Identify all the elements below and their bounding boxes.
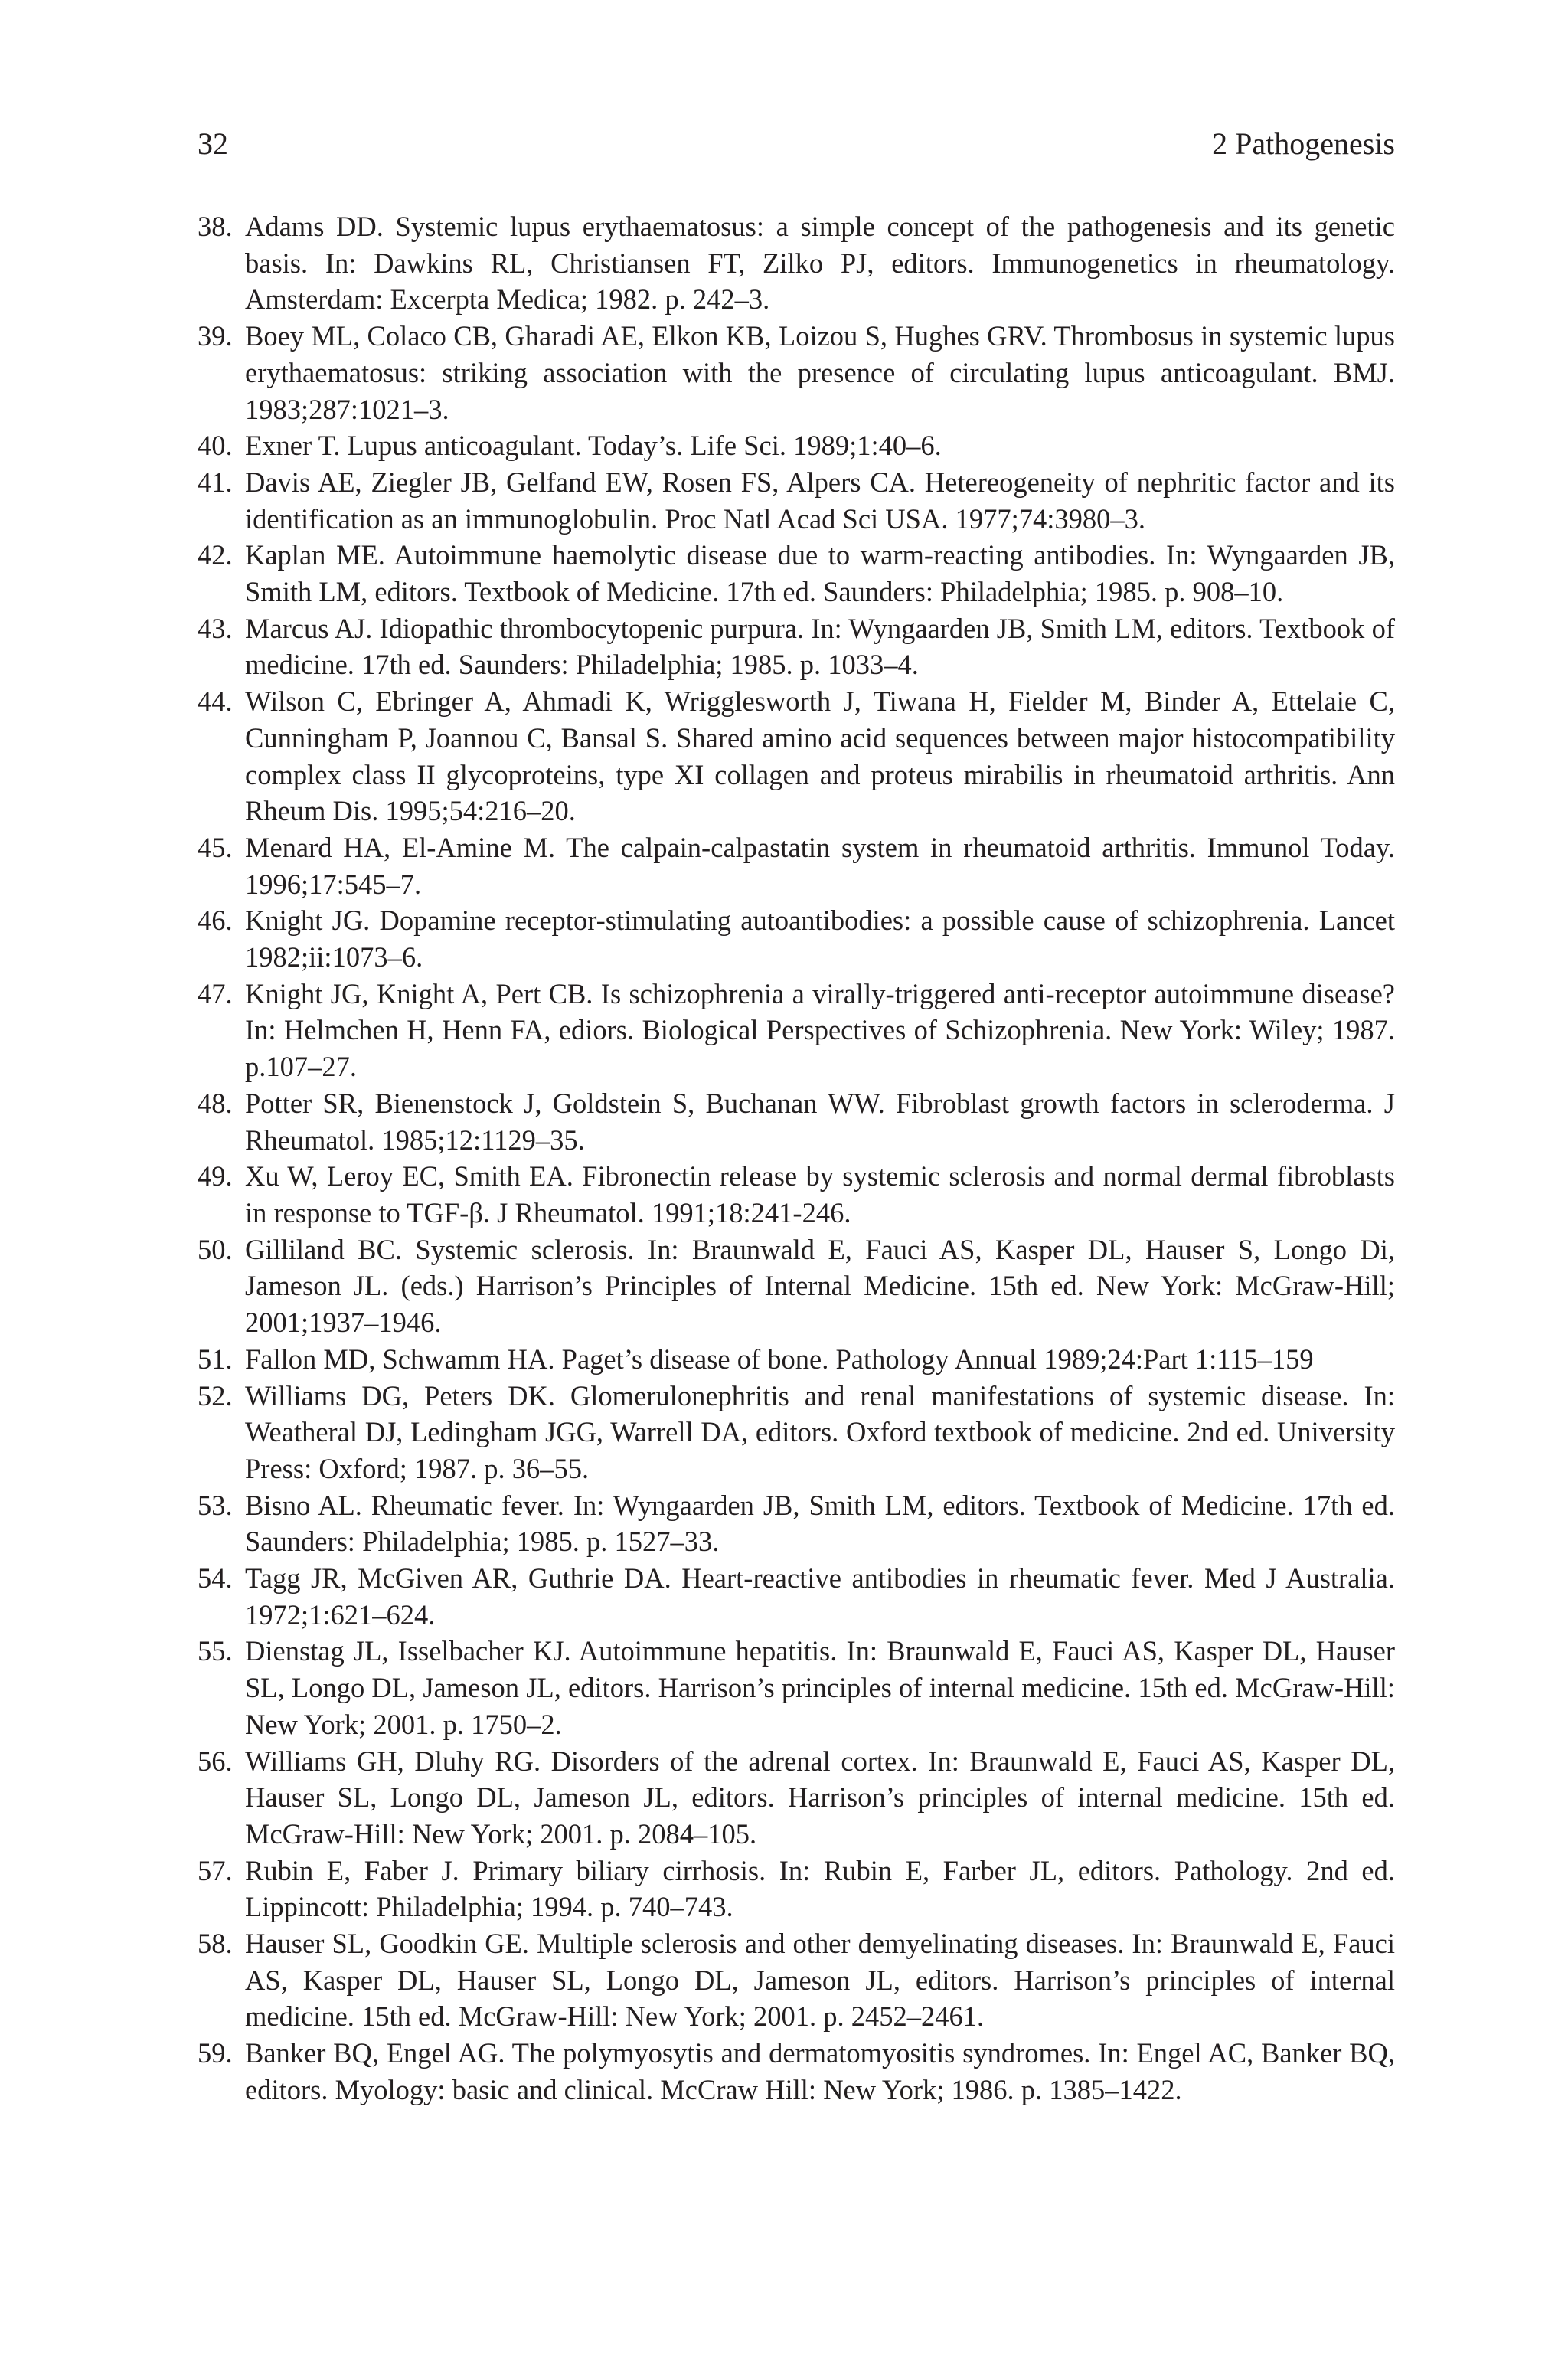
reference-item bbox=[198, 1232, 1395, 1341]
reference-text: Tagg JR, McGiven AR, Guthrie DA. Heart-reactive antibodies in rheumatic fever. Med J Australia. 1972;1:621–624. bbox=[245, 1562, 1395, 1631]
reference-item bbox=[198, 1378, 1395, 1487]
reference-number: 44. bbox=[198, 685, 233, 718]
reference-item bbox=[198, 318, 1395, 427]
reference-text: Xu W, Leroy EC, Smith EA. Fibronectin release by systemic sclerosis and normal dermal fibroblasts in response to TGF-β. J Rheumatol. 1991;18:241-246. bbox=[245, 1160, 1395, 1228]
reference-number: 45. bbox=[198, 831, 233, 863]
reference-text: Menard HA, El-Amine M. The calpain-calpastatin system in rheumatoid arthritis. Immunol Today. 1996;17:545–7. bbox=[245, 831, 1395, 900]
reference-item bbox=[198, 1085, 1395, 1158]
reference-text: Williams GH, Dluhy RG. Disorders of the adrenal cortex. In: Braunwald E, Fauci AS, Kasper DL, Hauser SL, Longo DL, Jameson JL, editors. Harrison’s principles of internal medicine. 15th ed. McGraw-Hill: New York; 2001. p. 2084–105. bbox=[245, 1745, 1395, 1850]
reference-item bbox=[198, 1743, 1395, 1853]
reference-number: 59. bbox=[198, 2037, 233, 2069]
reference-number: 40. bbox=[198, 430, 233, 462]
reference-text: Hauser SL, Goodkin GE. Multiple sclerosis and other demyelinating diseases. In: Braunwald E, Fauci AS, Kasper DL, Hauser SL, Longo DL, Jameson JL, editors. Harrison’s principles of internal medicine. 15th ed. McGraw-Hill: New York; 2001. p. 2452–2461. bbox=[245, 1928, 1395, 2033]
reference-number: 57. bbox=[198, 1854, 233, 1886]
reference-number: 53. bbox=[198, 1489, 233, 1521]
reference-number: 38. bbox=[198, 211, 233, 242]
reference-text: Knight JG, Knight A, Pert CB. Is schizophrenia a virally-triggered anti-receptor autoimmune disease? In: Helmchen H, Henn FA, ediors. Biological Perspectives of Schizophrenia. New York: Wiley; 1987. p.107–27. bbox=[245, 977, 1395, 1083]
reference-number: 50. bbox=[198, 1233, 233, 1265]
reference-text: Davis AE, Ziegler JB, Gelfand EW, Rosen FS, Alpers CA. Hetereogeneity of nephritic factor and its identification as an immunoglobulin. Proc Natl Acad Sci USA. 1977;74:3980–3. bbox=[245, 466, 1395, 535]
reference-item bbox=[198, 902, 1395, 975]
reference-item bbox=[198, 829, 1395, 902]
reference-number: 55. bbox=[198, 1635, 233, 1667]
reference-number: 47. bbox=[198, 977, 233, 1009]
reference-number: 49. bbox=[198, 1160, 233, 1192]
reference-item bbox=[198, 1560, 1395, 1633]
reference-text: Bisno AL. Rheumatic fever. In: Wyngaarden JB, Smith LM, editors. Textbook of Medicine. 17th ed. Saunders: Philadelphia; 1985. p. 1527–33. bbox=[245, 1489, 1395, 1558]
reference-text: Knight JG. Dopamine receptor-stimulating autoantibodies: a possible cause of schizophrenia. Lancet 1982;ii:1073–6. bbox=[245, 904, 1395, 973]
reference-item bbox=[198, 464, 1395, 537]
reference-text: Exner T. Lupus anticoagulant. Today’s. Life Sci. 1989;1:40–6. bbox=[245, 430, 942, 462]
reference-item bbox=[198, 683, 1395, 829]
reference-number: 51. bbox=[198, 1343, 233, 1375]
reference-number: 46. bbox=[198, 904, 233, 937]
reference-number: 43. bbox=[198, 612, 233, 644]
reference-text: Adams DD. Systemic lupus erythaematosus: a simple concept of the pathogenesis and its genetic basis. In: Dawkins RL, Christiansen FT, Zilko PJ, editors. Immunogenetics in rheumatology. Amsterdam: Excerpta Medica; 1982. p. 242–3. bbox=[245, 211, 1395, 316]
reference-number: 52. bbox=[198, 1379, 233, 1411]
reference-item bbox=[198, 1633, 1395, 1742]
reference-text: Banker BQ, Engel AG. The polymyosytis and dermatomyositis syndromes. In: Engel AC, Banker BQ, editors. Myology: basic and clinical. McCraw Hill: New York; 1986. p. 1385–1422. bbox=[245, 2037, 1395, 2105]
reference-list bbox=[198, 208, 1395, 2108]
running-head: 2 Pathogenesis bbox=[1212, 126, 1395, 161]
reference-number: 58. bbox=[198, 1928, 233, 1960]
reference-text: Dienstag JL, Isselbacher KJ. Autoimmune hepatitis. In: Braunwald E, Fauci AS, Kasper DL, Hauser SL, Longo DL, Jameson JL, editors. Harrison’s principles of internal medicine. 15th ed. McGraw-Hill: New York; 2001. p. 1750–2. bbox=[245, 1635, 1395, 1740]
reference-text: Kaplan ME. Autoimmune haemolytic disease due to warm-reacting antibodies. In: Wyngaarden JB, Smith LM, editors. Textbook of Medicine. 17th ed. Saunders: Philadelphia; 1985. p. 908–10. bbox=[245, 539, 1395, 608]
reference-item bbox=[198, 1853, 1395, 1925]
reference-text: Potter SR, Bienenstock J, Goldstein S, Buchanan WW. Fibroblast growth factors in scleroderma. J Rheumatol. 1985;12:1129–35. bbox=[245, 1087, 1395, 1156]
reference-item bbox=[198, 976, 1395, 1085]
reference-item bbox=[198, 1487, 1395, 1560]
reference-text: Fallon MD, Schwamm HA. Paget’s disease of bone. Pathology Annual 1989;24:Part 1:115–159 bbox=[245, 1343, 1314, 1375]
reference-item bbox=[198, 1925, 1395, 2035]
reference-text: Marcus AJ. Idiopathic thrombocytopenic purpura. In: Wyngaarden JB, Smith LM, editors. Textbook of medicine. 17th ed. Saunders: Philadelphia; 1985. p. 1033–4. bbox=[245, 612, 1395, 681]
reference-number: 48. bbox=[198, 1087, 233, 1119]
reference-number: 54. bbox=[198, 1562, 233, 1595]
reference-number: 39. bbox=[198, 320, 233, 352]
reference-item bbox=[198, 2035, 1395, 2108]
reference-number: 42. bbox=[198, 539, 233, 571]
reference-number: 56. bbox=[198, 1745, 233, 1777]
reference-item bbox=[198, 208, 1395, 318]
reference-text: Gilliland BC. Systemic sclerosis. In: Braunwald E, Fauci AS, Kasper DL, Hauser S, Longo Di, Jameson JL. (eds.) Harrison’s Principles of Internal Medicine. 15th ed. New York: McGraw-Hill; 2001;1937–1946. bbox=[245, 1233, 1395, 1339]
reference-item bbox=[198, 427, 1395, 464]
reference-item bbox=[198, 610, 1395, 683]
reference-item bbox=[198, 537, 1395, 610]
reference-text: Wilson C, Ebringer A, Ahmadi K, Wrigglesworth J, Tiwana H, Fielder M, Binder A, Ettelaie C, Cunningham P, Joannou C, Bansal S. Shared amino acid sequences between major histocompatibility complex class II glycoproteins, type XI collagen and proteus mirabilis in rheumatoid arthritis. Ann Rheum Dis. 1995;54:216–20. bbox=[245, 685, 1395, 827]
page-number: 32 bbox=[198, 126, 228, 161]
reference-item bbox=[198, 1341, 1395, 1378]
reference-number: 41. bbox=[198, 466, 233, 498]
reference-item bbox=[198, 1158, 1395, 1231]
reference-text: Boey ML, Colaco CB, Gharadi AE, Elkon KB, Loizou S, Hughes GRV. Thrombosus in systemic lupus erythaematosus: striking association with the presence of circulating lupus anticoagulant. BMJ. 1983;287:1021–3. bbox=[245, 320, 1395, 425]
reference-text: Rubin E, Faber J. Primary biliary cirrhosis. In: Rubin E, Farber JL, editors. Pathology. 2nd ed. Lippincott: Philadelphia; 1994. p. 740–743. bbox=[245, 1854, 1395, 1923]
reference-text: Williams DG, Peters DK. Glomerulonephritis and renal manifestations of systemic disease. In: Weatheral DJ, Ledingham JGG, Warrell DA, editors. Oxford textbook of medicine. 2nd ed. University Press: Oxford; 1987. p. 36–55. bbox=[245, 1379, 1395, 1484]
